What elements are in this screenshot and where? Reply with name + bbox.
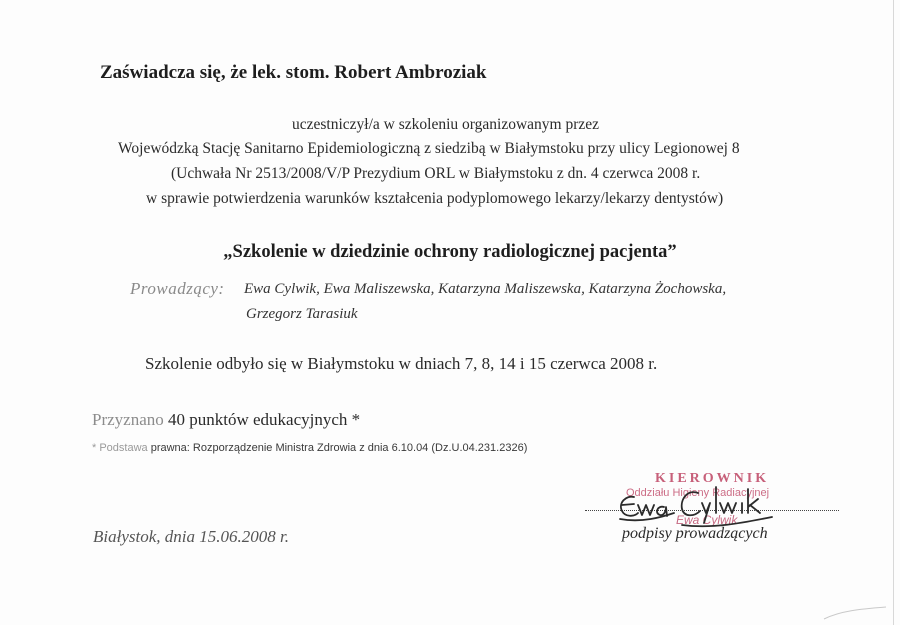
corner-mark: [820, 605, 890, 623]
lecturers-line-1: Ewa Cylwik, Ewa Maliszewska, Katarzyna Maliszewska, Katarzyna Żochowska,: [244, 281, 727, 297]
legal-footnote: [92, 442, 527, 454]
training-title: „Szkolenie w dziedzinie ochrony radiologicznej pacjenta”: [223, 242, 677, 262]
organizer-line: Wojewódzką Stację Sanitarno Epidemiologiczną z siedzibą w Białymstoku przy ulicy Legionowej 8: [118, 140, 740, 157]
page-edge: [893, 0, 894, 625]
stamp-subtitle: Oddziału Higieny Radiacyjnej: [626, 487, 770, 499]
points-prefix: Przyznano: [92, 410, 164, 429]
resolution-subject-line: w sprawie potwierdzenia warunków kształcenia podyplomowego lekarzy/lekarzy dentystów): [146, 190, 724, 207]
training-dates: Szkolenie odbyło się w Białymstoku w dniach 7, 8, 14 i 15 czerwca 2008 r.: [145, 354, 658, 373]
stamp-name: Ewa Cylwik: [676, 513, 738, 527]
points-awarded: [92, 410, 360, 430]
participation-line: uczestniczył/a w szkoleniu organizowanym przez: [292, 116, 600, 133]
footnote-text: prawna: Rozporządzenie Ministra Zdrowia z dnia 6.10.04 (Dz.U.04.231.2326): [147, 442, 528, 454]
footnote-prefix: * Podstawa: [92, 442, 148, 454]
certificate-heading: Zaświadcza się, że lek. stom. Robert Ambroziak: [100, 62, 487, 83]
lecturers-label: Prowadzący:: [130, 279, 225, 298]
points-text: 40 punktów edukacyjnych *: [163, 410, 361, 429]
signature-label: podpisy prowadzących: [622, 525, 768, 542]
lecturers-line-2: Grzegorz Tarasiuk: [246, 306, 358, 322]
resolution-line: (Uchwała Nr 2513/2008/V/P Prezydium ORL w Białymstoku z dn. 4 czerwca 2008 r.: [171, 165, 701, 182]
stamp-title: KIEROWNIK: [655, 471, 770, 486]
place-and-date: Białystok, dnia 15.06.2008 r.: [93, 527, 289, 546]
